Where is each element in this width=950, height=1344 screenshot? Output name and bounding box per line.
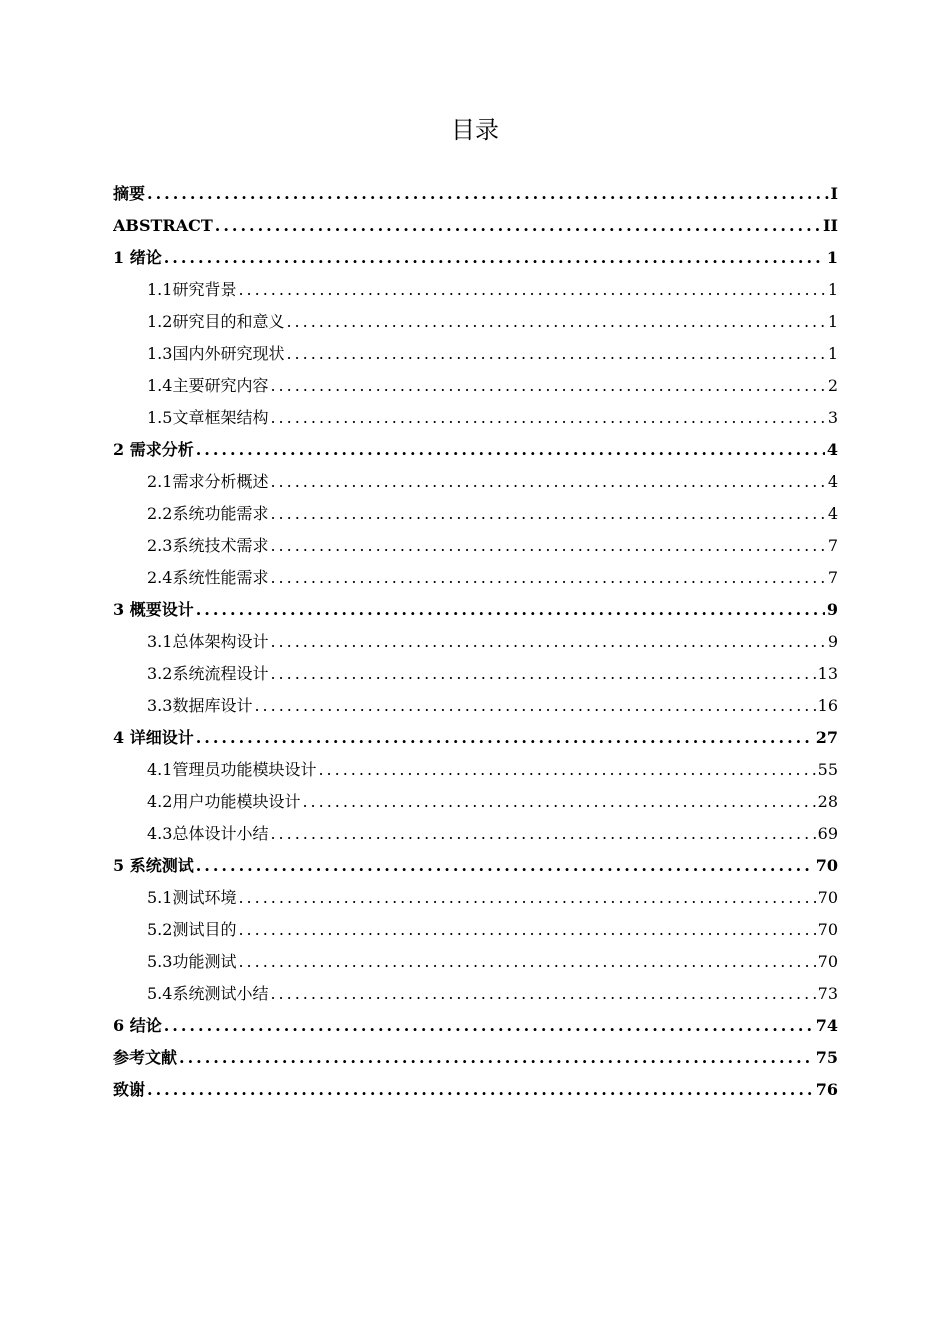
toc-page-number: 13 (817, 664, 838, 683)
toc-section-entry[interactable] (113, 274, 838, 306)
toc-entry-label: 5 系统测试 (113, 856, 194, 875)
toc-entry-label: ABSTRACT (113, 216, 213, 235)
toc-chapter-entry[interactable] (113, 1074, 838, 1106)
toc-entry-label: 4 详细设计 (113, 728, 194, 747)
toc-chapter-entry[interactable] (113, 434, 838, 466)
page-title: 目录 (451, 116, 499, 144)
toc-section-entry[interactable] (113, 882, 838, 914)
toc-page-number: 76 (815, 1080, 838, 1099)
toc-page-number: 69 (817, 824, 838, 843)
toc-page-number: 28 (817, 792, 838, 811)
toc-entry-label: 1.1研究背景 (147, 280, 237, 299)
toc-entry-label: 3.1总体架构设计 (147, 632, 269, 651)
toc-dot-leader (147, 1074, 814, 1106)
toc-dot-leader (270, 978, 815, 1010)
toc-dot-leader (238, 914, 815, 946)
toc-entry-label: 2.1需求分析概述 (147, 472, 269, 491)
toc-entry-label: 4.2用户功能模块设计 (147, 792, 301, 811)
toc-chapter-entry[interactable] (113, 1042, 838, 1074)
toc-dot-leader (270, 562, 825, 594)
toc-dot-leader (270, 818, 815, 850)
toc-page-number: 7 (827, 536, 838, 555)
toc-dot-leader (238, 274, 825, 306)
toc-page-number: 7 (827, 568, 838, 587)
toc-section-entry[interactable] (113, 402, 838, 434)
toc-page-number: 9 (826, 600, 838, 619)
toc-section-entry[interactable] (113, 690, 838, 722)
toc-chapter-entry[interactable] (113, 722, 838, 754)
toc-page-number: 1 (827, 312, 838, 331)
toc-page-number: 4 (827, 472, 838, 491)
toc-section-entry[interactable] (113, 498, 838, 530)
toc-entry-label: 1.4主要研究内容 (147, 376, 269, 395)
toc-dot-leader (270, 402, 825, 434)
toc-page-number: 27 (815, 728, 838, 747)
toc-entry-label: 5.3功能测试 (147, 952, 237, 971)
toc-page-number: 70 (817, 952, 838, 971)
toc-chapter-entry[interactable] (113, 178, 838, 210)
toc-section-entry[interactable] (113, 466, 838, 498)
toc-dot-leader (302, 786, 815, 818)
toc-page-number: I (830, 184, 838, 203)
toc-entry-label: 2 需求分析 (113, 440, 194, 459)
toc-entry-label: 4.3总体设计小结 (147, 824, 269, 843)
toc-section-entry[interactable] (113, 946, 838, 978)
toc-section-entry[interactable] (113, 338, 838, 370)
toc-chapter-entry[interactable] (113, 594, 838, 626)
toc-page-number: 70 (817, 920, 838, 939)
toc-page-number: 74 (815, 1016, 838, 1035)
toc-dot-leader (147, 178, 829, 210)
toc-dot-leader (238, 946, 815, 978)
toc-section-entry[interactable] (113, 626, 838, 658)
toc-dot-leader (196, 434, 825, 466)
toc-entry-label: 1.2研究目的和意义 (147, 312, 285, 331)
toc-entry-label: 1 绪论 (113, 248, 162, 267)
toc-page-number: 2 (827, 376, 838, 395)
toc-dot-leader (196, 594, 825, 626)
toc-section-entry[interactable] (113, 754, 838, 786)
toc-dot-leader (270, 370, 825, 402)
toc-dot-leader (164, 1010, 814, 1042)
toc-page-number: 3 (827, 408, 838, 427)
toc-dot-leader (215, 210, 821, 242)
toc-chapter-entry[interactable] (113, 242, 838, 274)
toc-entry-label: 5.2测试目的 (147, 920, 237, 939)
toc-page-number: 1 (827, 280, 838, 299)
toc-dot-leader (196, 850, 814, 882)
toc-entry-label: 3.2系统流程设计 (147, 664, 269, 683)
toc-entry-label: 4.1管理员功能模块设计 (147, 760, 317, 779)
toc-page-number: II (823, 216, 838, 235)
toc-section-entry[interactable] (113, 818, 838, 850)
toc-chapter-entry[interactable] (113, 210, 838, 242)
toc-dot-leader (286, 338, 825, 370)
toc-entry-label: 1.3国内外研究现状 (147, 344, 285, 363)
toc-entry-label: 3 概要设计 (113, 600, 194, 619)
toc-entry-label: 致谢 (113, 1080, 146, 1099)
toc-entry-label: 5.4系统测试小结 (147, 984, 269, 1003)
toc-entry-label: 5.1测试环境 (147, 888, 237, 907)
toc-dot-leader (318, 754, 815, 786)
toc-page-number: 4 (827, 504, 838, 523)
toc-dot-leader (196, 722, 814, 754)
toc-section-entry[interactable] (113, 914, 838, 946)
toc-page-number: 75 (815, 1048, 838, 1067)
toc-section-entry[interactable] (113, 978, 838, 1010)
toc-dot-leader (254, 690, 815, 722)
toc-dot-leader (270, 626, 825, 658)
toc-section-entry[interactable] (113, 530, 838, 562)
toc-entry-label: 2.2系统功能需求 (147, 504, 269, 523)
toc-dot-leader (270, 530, 825, 562)
toc-dot-leader (164, 242, 825, 274)
toc-page-number: 16 (817, 696, 838, 715)
toc-page-number: 1 (826, 248, 838, 267)
toc-section-entry[interactable] (113, 562, 838, 594)
toc-section-entry[interactable] (113, 370, 838, 402)
toc-entry-label: 摘要 (113, 184, 146, 203)
toc-dot-leader (286, 306, 825, 338)
toc-entry-label: 2.4系统性能需求 (147, 568, 269, 587)
toc-page-number: 70 (815, 856, 838, 875)
toc-dot-leader (270, 498, 825, 530)
toc-entry-label: 2.3系统技术需求 (147, 536, 269, 555)
toc-entry-label: 参考文献 (113, 1048, 178, 1067)
toc-section-entry[interactable] (113, 658, 838, 690)
toc-chapter-entry[interactable] (113, 850, 838, 882)
toc-section-entry[interactable] (113, 306, 838, 338)
toc-page-number: 55 (817, 760, 838, 779)
toc-dot-leader (270, 466, 825, 498)
toc-page-number: 73 (817, 984, 838, 1003)
toc-entry-label: 3.3数据库设计 (147, 696, 253, 715)
toc-page-number: 9 (827, 632, 838, 651)
toc-chapter-entry[interactable] (113, 1010, 838, 1042)
table-of-contents (113, 178, 838, 1106)
toc-page-number: 1 (827, 344, 838, 363)
toc-page-number: 70 (817, 888, 838, 907)
toc-dot-leader (270, 658, 815, 690)
toc-page-number: 4 (826, 440, 838, 459)
toc-entry-label: 1.5文章框架结构 (147, 408, 269, 427)
toc-dot-leader (238, 882, 815, 914)
toc-dot-leader (179, 1042, 814, 1074)
toc-entry-label: 6 结论 (113, 1016, 162, 1035)
toc-section-entry[interactable] (113, 786, 838, 818)
